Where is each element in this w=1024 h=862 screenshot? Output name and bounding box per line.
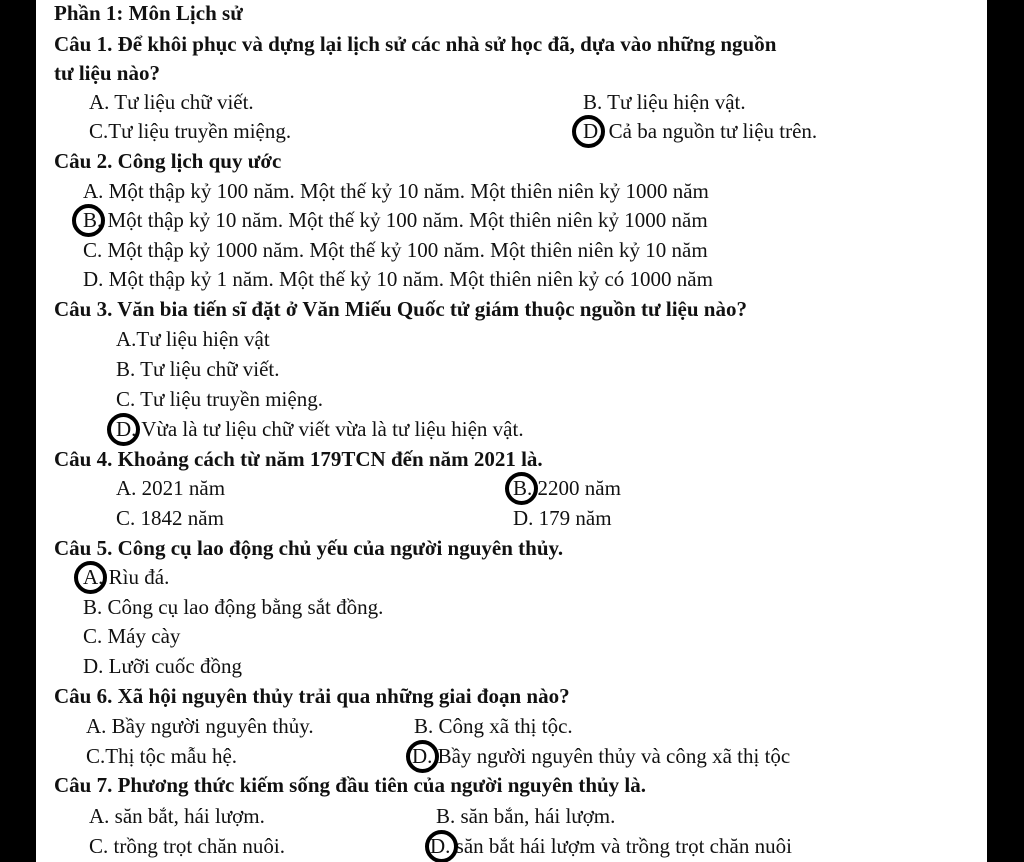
question-5-stem: Câu 5. Công cụ lao động chủ yếu của người nguyên thủy. xyxy=(54,536,564,560)
section-title: Phần 1: Môn Lịch sử xyxy=(54,1,243,25)
question-4-option-d: D. 179 năm xyxy=(513,506,612,530)
answer-circle-q6 xyxy=(406,740,439,773)
question-1-option-b: B. Tư liệu hiện vật. xyxy=(583,90,746,114)
question-4-option-a: A. 2021 năm xyxy=(116,476,226,500)
question-2-stem: Câu 2. Công lịch quy ước xyxy=(54,149,282,173)
question-7-stem: Câu 7. Phương thức kiếm sống đầu tiên của người nguyên thủy là. xyxy=(54,773,647,797)
question-6-stem: Câu 6. Xã hội nguyên thủy trải qua những giai đoạn nào? xyxy=(54,684,570,708)
question-3-stem: Câu 3. Văn bia tiến sĩ đặt ở Văn Miếu Quốc tử giám thuộc nguồn tư liệu nào? xyxy=(54,297,747,321)
question-2-option-a: A. Một thập kỷ 100 năm. Một thế kỷ 10 năm. Một thiên niên kỷ 1000 năm xyxy=(83,179,709,203)
question-1-stem: Câu 1. Để khôi phục và dựng lại lịch sử các nhà sử học đã, dựa vào những nguồn xyxy=(54,32,777,56)
question-6-option-d: D. Bầy người nguyên thủy và công xã thị tộc xyxy=(412,744,791,768)
question-1-option-d: D. Cả ba nguồn tư liệu trên. xyxy=(583,119,818,143)
question-2-option-c: C. Một thập kỷ 1000 năm. Một thế kỷ 100 năm. Một thiên niên kỷ 10 năm xyxy=(83,238,708,262)
question-5-option-b: B. Công cụ lao động bằng sắt đồng. xyxy=(83,595,384,619)
question-1-option-a: A. Tư liệu chữ viết. xyxy=(89,90,254,114)
worksheet-page xyxy=(36,0,987,862)
question-5-option-c: C. Máy cày xyxy=(83,624,181,648)
answer-circle-q4 xyxy=(505,472,538,505)
answer-circle-q7 xyxy=(425,830,458,862)
question-4-option-c: C. 1842 năm xyxy=(116,506,224,530)
question-7-option-a: A. săn bắt, hái lượm. xyxy=(89,804,265,828)
question-6-option-a: A. Bầy người nguyên thủy. xyxy=(86,714,314,738)
question-7-option-d: D. săn bắt hái lượm và trồng trọt chăn nuôi xyxy=(430,834,792,858)
question-4-option-b: B. 2200 năm xyxy=(513,476,621,500)
question-7-option-c: C. trồng trọt chăn nuôi. xyxy=(89,834,285,858)
question-5-option-a: A. Rìu đá. xyxy=(83,565,170,589)
answer-circle-q2 xyxy=(72,204,105,237)
question-6-option-c: C.Thị tộc mẫu hệ. xyxy=(86,744,238,768)
question-1-stem-continued: tư liệu nào? xyxy=(54,61,160,85)
answer-circle-q1 xyxy=(572,115,605,148)
question-6-option-b: B. Công xã thị tộc. xyxy=(414,714,573,738)
question-3-option-d: D. Vừa là tư liệu chữ viết vừa là tư liệu hiện vật. xyxy=(116,417,524,441)
question-3-option-c: C. Tư liệu truyền miệng. xyxy=(116,387,323,411)
question-4-stem: Câu 4. Khoảng cách từ năm 179TCN đến năm 2021 là. xyxy=(54,447,543,471)
answer-circle-q5 xyxy=(74,561,107,594)
answer-circle-q3 xyxy=(107,413,140,446)
question-1-option-c: C.Tư liệu truyền miệng. xyxy=(89,119,292,143)
question-3-option-b: B. Tư liệu chữ viết. xyxy=(116,357,280,381)
question-7-option-b: B. săn bắn, hái lượm. xyxy=(436,804,616,828)
question-2-option-b: B. Một thập kỷ 10 năm. Một thế kỷ 100 năm. Một thiên niên kỷ 1000 năm xyxy=(83,208,708,232)
question-5-option-d: D. Lưỡi cuốc đồng xyxy=(83,654,242,678)
question-2-option-d: D. Một thập kỷ 1 năm. Một thế kỷ 10 năm. Một thiên niên kỷ có 1000 năm xyxy=(83,267,713,291)
question-3-option-a: A.Tư liệu hiện vật xyxy=(116,327,270,351)
